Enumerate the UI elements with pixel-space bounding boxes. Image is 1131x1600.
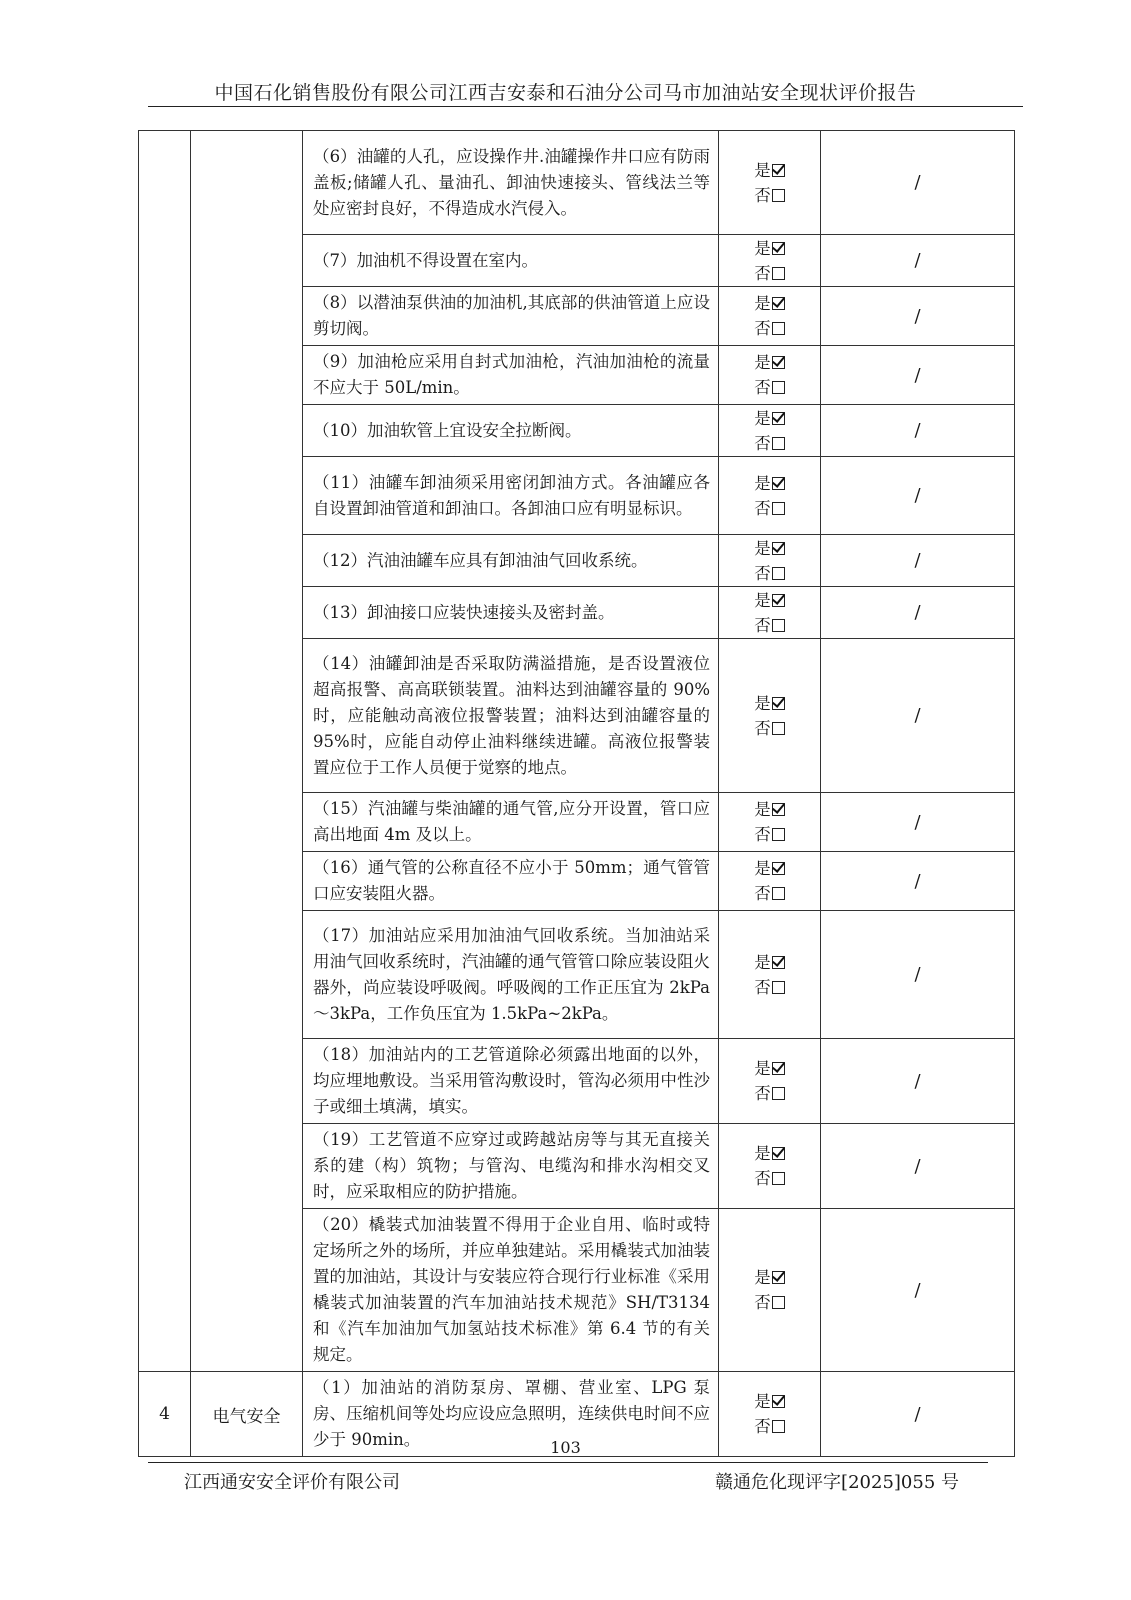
- requirement-text: （12）汽油油罐车应具有卸油油气回收系统。: [303, 535, 719, 587]
- result-cell: /: [821, 235, 1015, 287]
- empty-box-icon: [772, 322, 785, 335]
- yes-option: [719, 536, 820, 561]
- no-option: [719, 496, 820, 521]
- compliance-check-cell: [719, 911, 821, 1039]
- result-cell: /: [821, 535, 1015, 587]
- checked-box-icon: [772, 803, 785, 816]
- yes-label: 是: [754, 1392, 771, 1411]
- empty-box-icon: [772, 828, 785, 841]
- no-option: [719, 431, 820, 456]
- yes-label: 是: [754, 590, 771, 610]
- checked-box-icon: [772, 242, 785, 255]
- no-label: 否: [754, 185, 771, 205]
- yes-option: [719, 950, 820, 975]
- yes-label: 是: [754, 353, 771, 372]
- empty-box-icon: [772, 437, 785, 450]
- checked-box-icon: [772, 164, 785, 177]
- no-option: [719, 716, 820, 741]
- result-cell: /: [821, 1209, 1015, 1372]
- no-label: 否: [754, 1293, 771, 1312]
- checked-box-icon: [772, 1062, 785, 1075]
- yes-option: [719, 588, 820, 613]
- compliance-check-cell: [719, 793, 821, 852]
- checked-box-icon: [772, 356, 785, 369]
- requirement-text: （16）通气管的公称直径不应小于 50mm；通气管管口应安装阻火器。: [303, 852, 719, 911]
- no-option: [719, 1290, 820, 1315]
- empty-box-icon: [772, 722, 785, 735]
- compliance-check-cell: [719, 457, 821, 535]
- compliance-check-cell: [719, 852, 821, 911]
- yes-label: 是: [754, 1268, 771, 1287]
- checked-box-icon: [772, 594, 785, 607]
- checked-box-icon: [772, 1395, 785, 1408]
- empty-box-icon: [772, 887, 785, 900]
- empty-box-icon: [772, 189, 785, 202]
- compliance-check-cell: [719, 587, 821, 639]
- yes-label: 是: [754, 238, 771, 258]
- category-cell: [191, 131, 303, 1372]
- no-option: [719, 1081, 820, 1106]
- no-label: 否: [754, 1417, 771, 1436]
- checked-box-icon: [772, 862, 785, 875]
- index-cell: 4: [139, 1372, 191, 1457]
- yes-option: [719, 1056, 820, 1081]
- no-label: 否: [754, 884, 771, 903]
- page-number: 103: [550, 1438, 581, 1457]
- requirement-text: （7）加油机不得设置在室内。: [303, 235, 719, 287]
- no-option: [719, 183, 820, 208]
- empty-box-icon: [772, 1296, 785, 1309]
- checked-box-icon: [772, 697, 785, 710]
- index-cell: [139, 131, 191, 1372]
- requirement-text: （9）加油枪应采用自封式加油枪，汽油加油枪的流量不应大于 50L/min。: [303, 346, 719, 405]
- requirement-text: （18）加油站内的工艺管道除必须露出地面的以外，均应埋地敷设。当采用管沟敷设时，管沟必须用中性沙子或细土填满，填实。: [303, 1039, 719, 1124]
- no-label: 否: [754, 263, 771, 283]
- checked-box-icon: [772, 956, 785, 969]
- result-cell: /: [821, 1039, 1015, 1124]
- requirement-text: （20）橇装式加油装置不得用于企业自用、临时或特定场所之外的场所，并应单独建站。采用橇装式加油装置的加油站，其设计与安装应符合现行行业标准《采用橇装式加油装置的汽车加油站技术规范》SH/T3134 和《汽车加油加气加氢站技术标准》第 6.4 节的有关规定。: [303, 1209, 719, 1372]
- yes-option: [719, 797, 820, 822]
- requirement-text: （8）以潜油泵供油的加油机,其底部的供油管道上应设剪切阀。: [303, 287, 719, 346]
- result-cell: /: [821, 287, 1015, 346]
- compliance-check-cell: [719, 131, 821, 235]
- result-cell: /: [821, 793, 1015, 852]
- footer-doc-number: 赣通危化现评字[2025]055 号: [715, 1472, 959, 1493]
- requirement-text: （13）卸油接口应装快速接头及密封盖。: [303, 587, 719, 639]
- empty-box-icon: [772, 267, 785, 280]
- empty-box-icon: [772, 619, 785, 632]
- empty-box-icon: [772, 1420, 785, 1433]
- compliance-check-cell: [719, 235, 821, 287]
- checked-box-icon: [772, 542, 785, 555]
- compliance-check-cell: [719, 639, 821, 793]
- result-cell: /: [821, 346, 1015, 405]
- requirement-text: （14）油罐卸油是否采取防满溢措施，是否设置液位超高报警、高高联锁装置。油料达到油罐容量的 90%时，应能触动高液位报警装置；油料达到油罐容量的 95%时，应能自动停止油料继续进罐。高液位报警装置应位于工作人员便于觉察的地点。: [303, 639, 719, 793]
- result-cell: /: [821, 911, 1015, 1039]
- yes-option: [719, 291, 820, 316]
- yes-option: [719, 1265, 820, 1290]
- yes-option: [719, 406, 820, 431]
- footer-company: 江西通安安全评价有限公司: [184, 1472, 400, 1493]
- no-label: 否: [754, 498, 771, 518]
- empty-box-icon: [772, 381, 785, 394]
- yes-label: 是: [754, 859, 771, 878]
- yes-option: [719, 471, 820, 496]
- no-option: [719, 822, 820, 847]
- requirement-text: （11）油罐车卸油须采用密闭卸油方式。各油罐应各自设置卸油管道和卸油口。各卸油口应有明显标识。: [303, 457, 719, 535]
- checked-box-icon: [772, 297, 785, 310]
- no-option: [719, 975, 820, 1000]
- yes-label: 是: [754, 1144, 771, 1163]
- no-label: 否: [754, 977, 771, 997]
- compliance-check-cell: [719, 535, 821, 587]
- result-cell: /: [821, 1372, 1015, 1457]
- footer-rule: [148, 1462, 988, 1463]
- no-label: 否: [754, 319, 771, 338]
- no-label: 否: [754, 378, 771, 397]
- yes-label: 是: [754, 294, 771, 313]
- requirement-text: （10）加油软管上宜设安全拉断阀。: [303, 405, 719, 457]
- yes-option: [719, 1389, 820, 1414]
- header-title: 中国石化销售股份有限公司江西吉安泰和石油分公司马市加油站安全现状评价报告: [214, 82, 917, 104]
- yes-label: 是: [754, 800, 771, 819]
- empty-box-icon: [772, 1087, 785, 1100]
- yes-label: 是: [754, 538, 771, 558]
- empty-box-icon: [772, 981, 785, 994]
- requirement-text: （17）加油站应采用加油油气回收系统。当加油站采用油气回收系统时，汽油罐的通气管管口除应装设阻火器外，尚应装设呼吸阀。呼吸阀的工作正压宜为 2kPa～3kPa，工作负压宜为 1.5kPa~2kPa。: [303, 911, 719, 1039]
- requirement-text: （1）加油站的消防泵房、罩棚、营业室、LPG 泵房、压缩机间等处均应设应急照明，连续供电时间不应少于 90min。: [303, 1372, 719, 1457]
- no-label: 否: [754, 615, 771, 635]
- compliance-check-cell: [719, 1124, 821, 1209]
- yes-option: [719, 158, 820, 183]
- header-rule: [148, 106, 1023, 107]
- yes-option: [719, 856, 820, 881]
- no-label: 否: [754, 563, 771, 583]
- no-option: [719, 316, 820, 341]
- compliance-check-cell: [719, 1039, 821, 1124]
- category-cell: 电气安全: [191, 1372, 303, 1457]
- no-option: [719, 613, 820, 638]
- compliance-check-cell: [719, 346, 821, 405]
- checked-box-icon: [772, 1147, 785, 1160]
- checked-box-icon: [772, 1271, 785, 1284]
- result-cell: /: [821, 587, 1015, 639]
- no-option: [719, 1414, 820, 1439]
- no-label: 否: [754, 718, 771, 738]
- no-option: [719, 881, 820, 906]
- result-cell: /: [821, 639, 1015, 793]
- yes-label: 是: [754, 408, 771, 428]
- no-label: 否: [754, 1169, 771, 1188]
- empty-box-icon: [772, 1172, 785, 1185]
- result-cell: /: [821, 852, 1015, 911]
- evaluation-table: [138, 130, 1015, 1457]
- no-option: [719, 561, 820, 586]
- yes-label: 是: [754, 693, 771, 713]
- no-label: 否: [754, 433, 771, 453]
- requirement-text: （15）汽油罐与柴油罐的通气管,应分开设置，管口应高出地面 4m 及以上。: [303, 793, 719, 852]
- yes-label: 是: [754, 473, 771, 493]
- compliance-check-cell: [719, 405, 821, 457]
- yes-label: 是: [754, 160, 771, 180]
- yes-label: 是: [754, 1059, 771, 1078]
- yes-option: [719, 691, 820, 716]
- checked-box-icon: [772, 412, 785, 425]
- no-label: 否: [754, 1084, 771, 1103]
- yes-label: 是: [754, 952, 771, 972]
- empty-box-icon: [772, 567, 785, 580]
- result-cell: /: [821, 1124, 1015, 1209]
- requirement-text: （19）工艺管道不应穿过或跨越站房等与其无直接关系的建（构）筑物；与管沟、电缆沟和排水沟相交叉时，应采取相应的防护措施。: [303, 1124, 719, 1209]
- no-label: 否: [754, 825, 771, 844]
- checked-box-icon: [772, 477, 785, 490]
- result-cell: /: [821, 457, 1015, 535]
- no-option: [719, 1166, 820, 1191]
- no-option: [719, 375, 820, 400]
- requirement-text: （6）油罐的人孔，应设操作井.油罐操作井口应有防雨盖板;储罐人孔、量油孔、卸油快速接头、管线法兰等处应密封良好，不得造成水汽侵入。: [303, 131, 719, 235]
- empty-box-icon: [772, 502, 785, 515]
- yes-option: [719, 1141, 820, 1166]
- yes-option: [719, 350, 820, 375]
- compliance-check-cell: [719, 287, 821, 346]
- compliance-check-cell: [719, 1209, 821, 1372]
- table-row: [139, 131, 1015, 235]
- result-cell: /: [821, 131, 1015, 235]
- yes-option: [719, 236, 820, 261]
- no-option: [719, 261, 820, 286]
- result-cell: /: [821, 405, 1015, 457]
